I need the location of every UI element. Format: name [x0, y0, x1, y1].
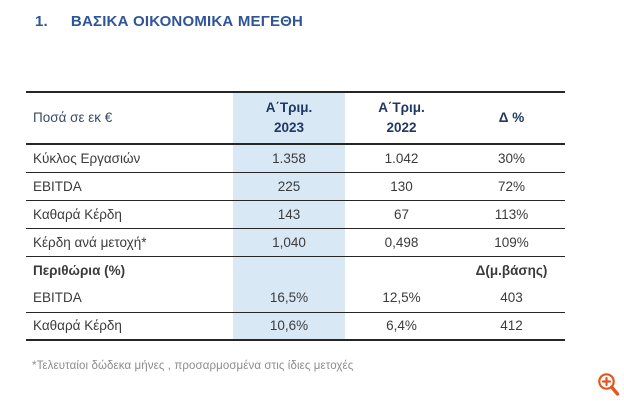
row-label: Καθαρά Κέρδη	[33, 318, 122, 334]
row-label: EBITDA	[33, 178, 82, 194]
page-title-text: ΒΑΣΙΚΑ ΟΙΚΟΝΟΜΙΚΑ ΜΕΓΕΘΗ	[70, 13, 304, 30]
zoom-in-icon[interactable]	[596, 371, 620, 397]
table-row-net-margin	[26, 312, 565, 340]
value-q1-2022: 130	[390, 178, 413, 194]
value-delta: 109%	[494, 234, 529, 250]
header-delta-pct: Δ %	[498, 109, 525, 125]
footnote: *Τελευταίοι δώδεκα μήνες , προσαρμοσμένα στις ίδιες μετοχές	[32, 360, 354, 372]
header-q1-2023: Α΄Τριμ. 2023	[233, 92, 345, 144]
row-label: Κύκλος Εργασιών	[33, 150, 141, 166]
value-q1-2022: 1.042	[384, 150, 419, 166]
value-q1-2023	[233, 256, 345, 284]
table-row-ebitda	[26, 172, 565, 200]
value-q1-2022: 67	[393, 206, 410, 222]
row-label: Κέρδη ανά μετοχή*	[33, 234, 147, 250]
row-label: EBITDA	[33, 290, 82, 306]
financial-figures-table	[26, 91, 565, 341]
table-row-turnover	[26, 144, 565, 172]
table-row-margins-section	[26, 256, 565, 284]
table-row-net-profit	[26, 200, 565, 228]
value-q1-2022: 12,5%	[382, 290, 421, 306]
table-header-row	[26, 92, 565, 144]
value-delta: 412	[500, 318, 523, 334]
value-q1-2022: 6,4%	[386, 318, 417, 334]
value-q1-2023: 143	[233, 200, 345, 228]
value-q1-2023: 225	[233, 172, 345, 200]
value-delta: 72%	[497, 178, 526, 194]
row-label: Καθαρά Κέρδη	[33, 206, 122, 222]
value-delta: 403	[500, 290, 523, 306]
page-title	[35, 13, 303, 30]
header-amounts-unit: Ποσά σε εκ €	[33, 109, 113, 125]
table-row-ebitda-margin	[26, 284, 565, 312]
row-label: Περιθώρια (%)	[33, 262, 126, 278]
value-delta-basis-points-header: Δ(μ.βάσης)	[475, 262, 548, 278]
value-delta: 113%	[494, 206, 529, 222]
value-q1-2023: 10,6%	[233, 312, 345, 340]
value-delta: 30%	[497, 150, 526, 166]
page-title-number: 1.	[35, 13, 48, 30]
value-q1-2023: 1,040	[233, 228, 345, 256]
value-q1-2023: 1.358	[233, 144, 345, 172]
value-q1-2022: 0,498	[384, 234, 419, 250]
value-q1-2023: 16,5%	[233, 284, 345, 312]
header-q1-2022: Α΄Τριμ. 2022	[378, 99, 425, 135]
value-q1-2022	[345, 256, 458, 284]
table-row-eps	[26, 228, 565, 256]
